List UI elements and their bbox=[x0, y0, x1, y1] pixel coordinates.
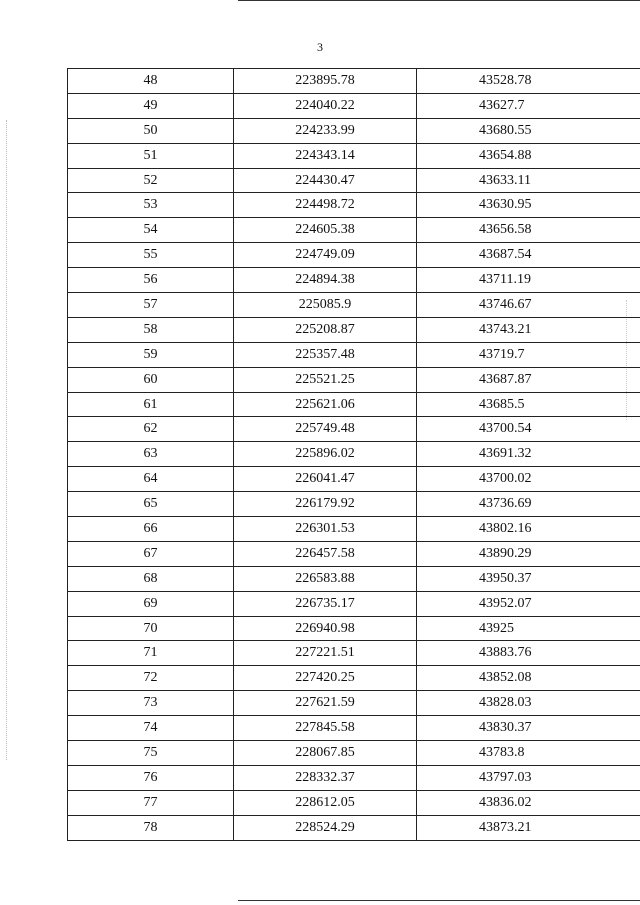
point-index-cell: 73 bbox=[68, 691, 234, 716]
table-row bbox=[68, 367, 640, 392]
y-coordinate-cell: 43830.37 bbox=[417, 716, 640, 741]
x-coordinate-cell: 228332.37 bbox=[234, 765, 417, 790]
y-coordinate-cell: 43528.78 bbox=[417, 69, 640, 94]
y-coordinate-cell: 43627.7 bbox=[417, 93, 640, 118]
y-coordinate-cell: 43700.54 bbox=[417, 417, 640, 442]
x-coordinate-cell: 228524.29 bbox=[234, 815, 417, 840]
table-row bbox=[68, 293, 640, 318]
y-coordinate-cell: 43852.08 bbox=[417, 666, 640, 691]
scan-margin-marks bbox=[6, 120, 8, 760]
x-coordinate-cell: 226940.98 bbox=[234, 616, 417, 641]
point-index-cell: 50 bbox=[68, 118, 234, 143]
table-row bbox=[68, 143, 640, 168]
x-coordinate-cell: 224233.99 bbox=[234, 118, 417, 143]
table-row bbox=[68, 741, 640, 766]
table-row bbox=[68, 243, 640, 268]
table-row bbox=[68, 392, 640, 417]
x-coordinate-cell: 223895.78 bbox=[234, 69, 417, 94]
point-index-cell: 49 bbox=[68, 93, 234, 118]
x-coordinate-cell: 225621.06 bbox=[234, 392, 417, 417]
table-row bbox=[68, 342, 640, 367]
point-index-cell: 53 bbox=[68, 193, 234, 218]
table-row bbox=[68, 193, 640, 218]
x-coordinate-cell: 228067.85 bbox=[234, 741, 417, 766]
y-coordinate-cell: 43687.54 bbox=[417, 243, 640, 268]
x-coordinate-cell: 225521.25 bbox=[234, 367, 417, 392]
point-index-cell: 62 bbox=[68, 417, 234, 442]
table-row bbox=[68, 691, 640, 716]
point-index-cell: 54 bbox=[68, 218, 234, 243]
table-row bbox=[68, 168, 640, 193]
x-coordinate-cell: 227420.25 bbox=[234, 666, 417, 691]
table-row bbox=[68, 118, 640, 143]
point-index-cell: 64 bbox=[68, 467, 234, 492]
y-coordinate-cell: 43654.88 bbox=[417, 143, 640, 168]
y-coordinate-cell: 43736.69 bbox=[417, 492, 640, 517]
x-coordinate-cell: 225208.87 bbox=[234, 317, 417, 342]
point-index-cell: 59 bbox=[68, 342, 234, 367]
y-coordinate-cell: 43890.29 bbox=[417, 541, 640, 566]
y-coordinate-cell: 43633.11 bbox=[417, 168, 640, 193]
point-index-cell: 75 bbox=[68, 741, 234, 766]
y-coordinate-cell: 43883.76 bbox=[417, 641, 640, 666]
point-index-cell: 52 bbox=[68, 168, 234, 193]
point-index-cell: 57 bbox=[68, 293, 234, 318]
point-index-cell: 71 bbox=[68, 641, 234, 666]
x-coordinate-cell: 225896.02 bbox=[234, 442, 417, 467]
x-coordinate-cell: 226457.58 bbox=[234, 541, 417, 566]
table-row bbox=[68, 442, 640, 467]
point-index-cell: 56 bbox=[68, 268, 234, 293]
point-index-cell: 70 bbox=[68, 616, 234, 641]
table-row bbox=[68, 815, 640, 840]
table-row bbox=[68, 566, 640, 591]
x-coordinate-cell: 226735.17 bbox=[234, 591, 417, 616]
point-index-cell: 67 bbox=[68, 541, 234, 566]
y-coordinate-cell: 43743.21 bbox=[417, 317, 640, 342]
table-row bbox=[68, 417, 640, 442]
table-row bbox=[68, 541, 640, 566]
point-index-cell: 78 bbox=[68, 815, 234, 840]
point-index-cell: 77 bbox=[68, 790, 234, 815]
x-coordinate-cell: 225085.9 bbox=[234, 293, 417, 318]
point-index-cell: 68 bbox=[68, 566, 234, 591]
point-index-cell: 60 bbox=[68, 367, 234, 392]
x-coordinate-cell: 224749.09 bbox=[234, 243, 417, 268]
table-row bbox=[68, 616, 640, 641]
point-index-cell: 51 bbox=[68, 143, 234, 168]
point-index-cell: 61 bbox=[68, 392, 234, 417]
y-coordinate-cell: 43950.37 bbox=[417, 566, 640, 591]
y-coordinate-cell: 43797.03 bbox=[417, 765, 640, 790]
y-coordinate-cell: 43691.32 bbox=[417, 442, 640, 467]
point-index-cell: 66 bbox=[68, 517, 234, 542]
x-coordinate-cell: 224498.72 bbox=[234, 193, 417, 218]
table-row bbox=[68, 492, 640, 517]
point-index-cell: 63 bbox=[68, 442, 234, 467]
x-coordinate-cell: 226301.53 bbox=[234, 517, 417, 542]
table-row bbox=[68, 666, 640, 691]
y-coordinate-cell: 43952.07 bbox=[417, 591, 640, 616]
y-coordinate-cell: 43711.19 bbox=[417, 268, 640, 293]
table-row bbox=[68, 641, 640, 666]
point-index-cell: 69 bbox=[68, 591, 234, 616]
y-coordinate-cell: 43680.55 bbox=[417, 118, 640, 143]
point-index-cell: 48 bbox=[68, 69, 234, 94]
x-coordinate-cell: 224040.22 bbox=[234, 93, 417, 118]
x-coordinate-cell: 226179.92 bbox=[234, 492, 417, 517]
point-index-cell: 72 bbox=[68, 666, 234, 691]
x-coordinate-cell: 227221.51 bbox=[234, 641, 417, 666]
y-coordinate-cell: 43630.95 bbox=[417, 193, 640, 218]
y-coordinate-cell: 43873.21 bbox=[417, 815, 640, 840]
y-coordinate-cell: 43746.67 bbox=[417, 293, 640, 318]
page-number: 3 bbox=[317, 40, 323, 54]
table-row bbox=[68, 790, 640, 815]
point-index-cell: 65 bbox=[68, 492, 234, 517]
x-coordinate-cell: 224430.47 bbox=[234, 168, 417, 193]
top-rule bbox=[238, 0, 640, 1]
y-coordinate-cell: 43685.5 bbox=[417, 392, 640, 417]
y-coordinate-cell: 43656.58 bbox=[417, 218, 640, 243]
table-row bbox=[68, 69, 640, 94]
x-coordinate-cell: 224894.38 bbox=[234, 268, 417, 293]
table-row bbox=[68, 317, 640, 342]
point-index-cell: 55 bbox=[68, 243, 234, 268]
table-row bbox=[68, 591, 640, 616]
y-coordinate-cell: 43828.03 bbox=[417, 691, 640, 716]
x-coordinate-cell: 227621.59 bbox=[234, 691, 417, 716]
coordinates-table-body bbox=[68, 69, 640, 841]
x-coordinate-cell: 227845.58 bbox=[234, 716, 417, 741]
table-row bbox=[68, 716, 640, 741]
point-index-cell: 74 bbox=[68, 716, 234, 741]
table-row bbox=[68, 467, 640, 492]
x-coordinate-cell: 226041.47 bbox=[234, 467, 417, 492]
y-coordinate-cell: 43687.87 bbox=[417, 367, 640, 392]
y-coordinate-cell: 43719.7 bbox=[417, 342, 640, 367]
x-coordinate-cell: 225749.48 bbox=[234, 417, 417, 442]
point-index-cell: 58 bbox=[68, 317, 234, 342]
table-row bbox=[68, 765, 640, 790]
x-coordinate-cell: 226583.88 bbox=[234, 566, 417, 591]
y-coordinate-cell: 43802.16 bbox=[417, 517, 640, 542]
x-coordinate-cell: 224605.38 bbox=[234, 218, 417, 243]
table-row bbox=[68, 93, 640, 118]
x-coordinate-cell: 225357.48 bbox=[234, 342, 417, 367]
x-coordinate-cell: 224343.14 bbox=[234, 143, 417, 168]
coordinates-table bbox=[67, 68, 640, 841]
y-coordinate-cell: 43836.02 bbox=[417, 790, 640, 815]
table-row bbox=[68, 517, 640, 542]
y-coordinate-cell: 43925 bbox=[417, 616, 640, 641]
table-row bbox=[68, 268, 640, 293]
y-coordinate-cell: 43783.8 bbox=[417, 741, 640, 766]
point-index-cell: 76 bbox=[68, 765, 234, 790]
y-coordinate-cell: 43700.02 bbox=[417, 467, 640, 492]
x-coordinate-cell: 228612.05 bbox=[234, 790, 417, 815]
bottom-rule bbox=[238, 900, 640, 901]
table-row bbox=[68, 218, 640, 243]
